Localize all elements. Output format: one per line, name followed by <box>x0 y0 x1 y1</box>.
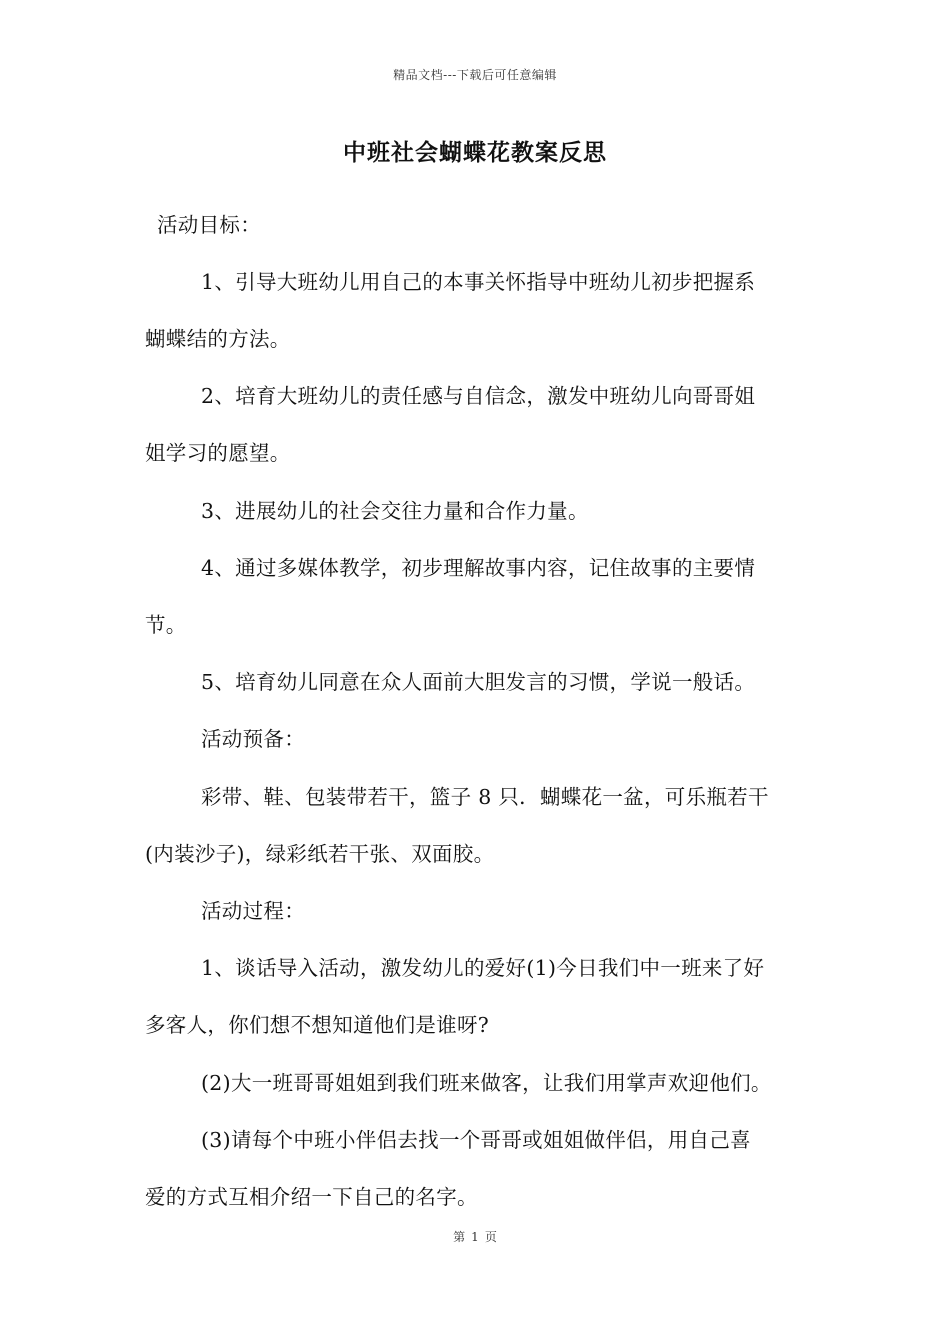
body-line-13: 活动过程： <box>201 899 305 923</box>
page-footer <box>0 1228 950 1245</box>
document-title: 中班社会蝴蝶花教案反思 <box>343 139 607 166</box>
body-line-3: 蝴蝶结的方法。 <box>145 327 291 351</box>
body-line-12: (内装沙子)，绿彩纸若干张、双面胶。 <box>145 842 495 866</box>
body-line-7: 4、通过多媒体教学，初步理解故事内容，记住故事的主要情 <box>201 556 756 580</box>
body-line-14: 1、谈话导入活动，激发幼儿的爱好(1)今日我们中一班来了好 <box>201 956 765 980</box>
body-line-11: 彩带、鞋、包装带若干，篮子 8 只．蝴蝶花一盆，可乐瓶若干 <box>201 785 769 809</box>
body-line-1: 活动目标： <box>157 213 261 237</box>
body-line-2: 1、引导大班幼儿用自己的本事关怀指导中班幼儿初步把握系 <box>201 270 756 294</box>
body-line-8: 节。 <box>145 613 187 637</box>
body-line-18: 爱的方式互相介绍一下自己的名字。 <box>145 1185 478 1209</box>
body-line-17: (3)请每个中班小伴侣去找一个哥哥或姐姐做伴侣，用自己喜 <box>201 1128 751 1152</box>
body-line-16: (2)大一班哥哥姐姐到我们班来做客，让我们用掌声欢迎他们。 <box>201 1071 772 1095</box>
body-line-5: 姐学习的愿望。 <box>145 441 291 465</box>
body-line-9: 5、培育幼儿同意在众人面前大胆发言的习惯，学说一般话。 <box>201 670 756 694</box>
page-number: 1 <box>471 1230 479 1244</box>
body-line-10: 活动预备： <box>201 727 305 751</box>
body-line-6: 3、进展幼儿的社会交往力量和合作力量。 <box>201 499 589 523</box>
body-line-4: 2、培育大班幼儿的责任感与自信念，激发中班幼儿向哥哥姐 <box>201 384 756 408</box>
footer-prefix: 第 <box>453 1230 466 1244</box>
footer-suffix: 页 <box>484 1230 497 1244</box>
page-header: 精品文档---下载后可任意编辑 <box>393 68 557 82</box>
body-line-15: 多客人，你们想不想知道他们是谁呀? <box>145 1013 490 1037</box>
